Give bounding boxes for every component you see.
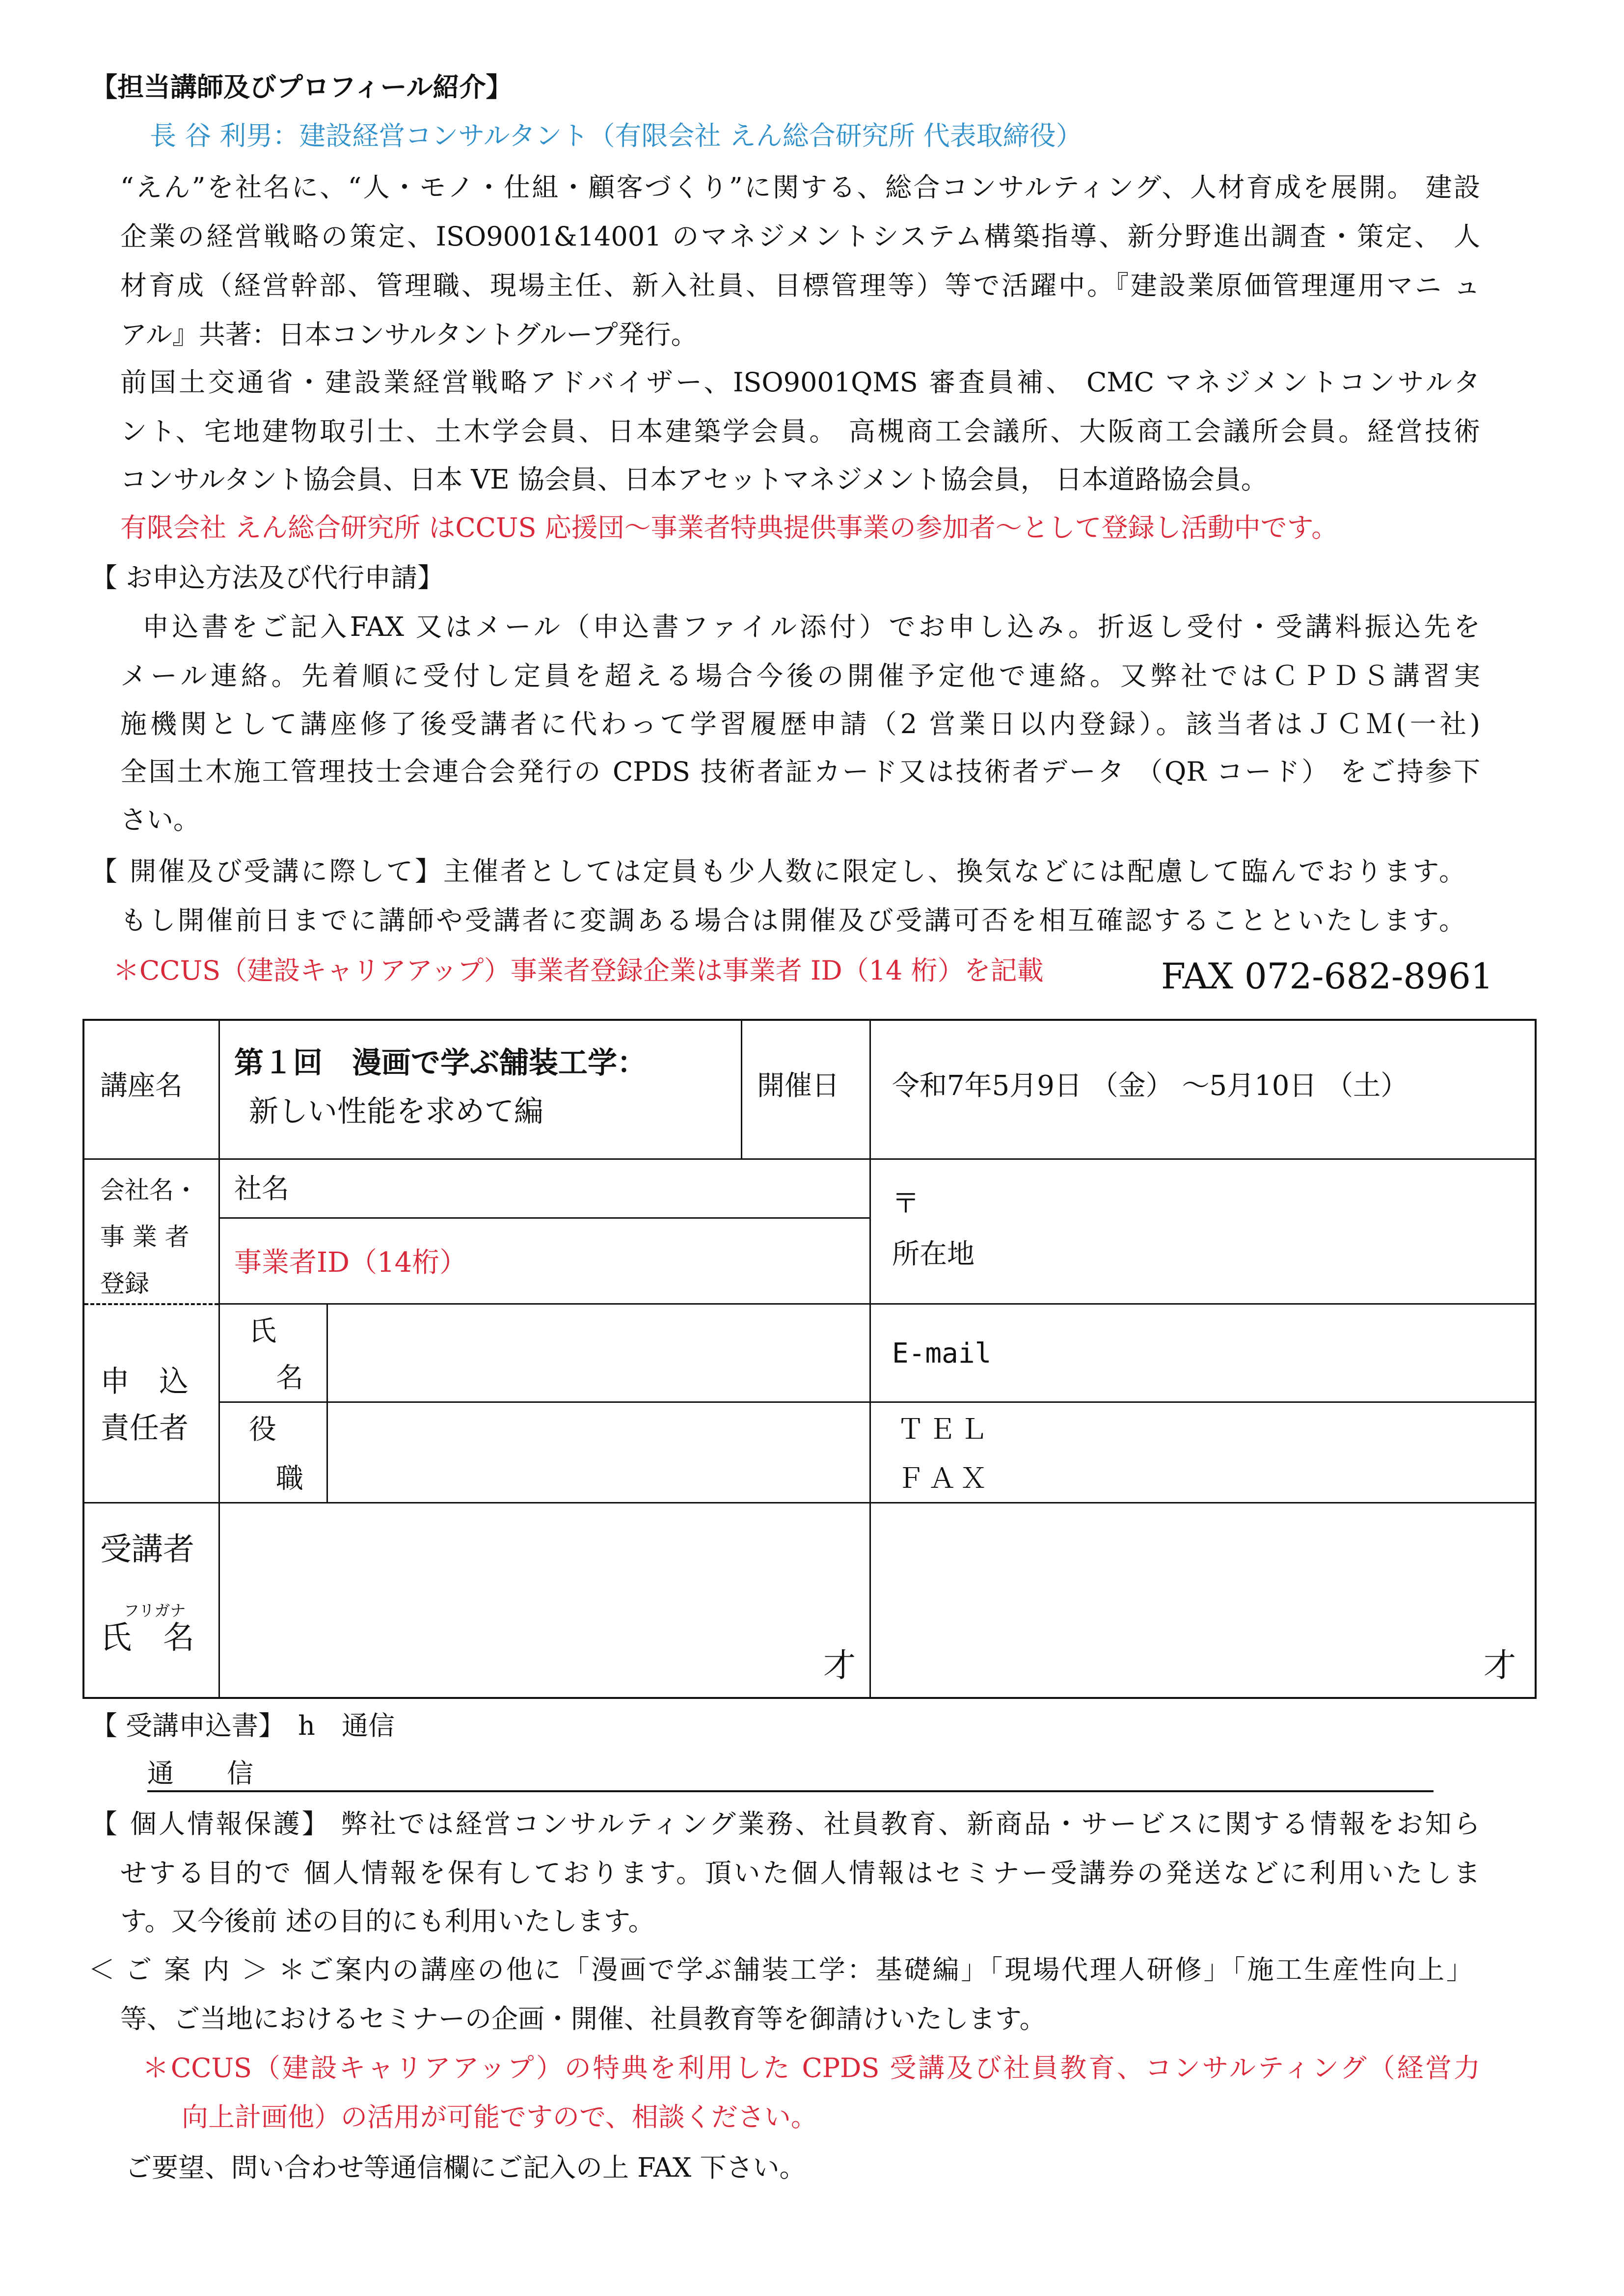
application-text-line: 施機関として講座修了後受講者に代わって学習履歴申請（2 営業日以内登録）。該当者はＪＣＭ(一社) xyxy=(120,709,1480,739)
age-suffix: 才 xyxy=(1484,1646,1516,1684)
holding-notice-line: もし開催前日までに講師や受講者に変調ある場合は開催及び受講可否を相互確認することといたします。 xyxy=(120,905,1465,936)
applicant-name-field[interactable] xyxy=(330,1308,865,1399)
furigana-label: フリガナ xyxy=(124,1601,186,1620)
profile-text-line: “えん”を社名に、“人・モノ・仕組・顧客づくり”に関する、総合コンサルティング、人材育成を展開。 建設 xyxy=(120,172,1480,203)
communication-underline[interactable] xyxy=(147,1790,1434,1792)
course-name-label: 講座名 xyxy=(100,1070,183,1102)
instructor-name-line: 長 谷 利男：建設経営コンサルタント（有限会社 えん総合研究所 代表取締役） xyxy=(150,120,1083,151)
company-label-line: 事 業 者 xyxy=(100,1223,189,1251)
course-title-line-1: 第１回 漫画で学ぶ舗装工学： xyxy=(234,1046,647,1080)
position-label: 職 xyxy=(276,1463,303,1495)
guide-text-line: 等、ご当地におけるセミナーの企画・開催、社員教育等を御請けいたします。 xyxy=(120,2003,1046,2034)
application-form-header: 【 受講申込書】 h 通信 xyxy=(91,1710,395,1741)
course-title-line-2: 新しい性能を求めて編 xyxy=(249,1094,543,1129)
guide-text-line: ＜ ご 案 内 ＞ ＊ご案内の講座の他に「漫画で学ぶ舗装工学：基礎編」「現場代理人研修」「施工生産性向上」 xyxy=(88,1954,1473,1985)
business-id-field[interactable]: 事業者ID（14桁） xyxy=(234,1247,467,1279)
profile-text-line: アル』共著：日本コンサルタントグループ発行。 xyxy=(120,319,698,350)
closing-request-line: ご要望、問い合わせ等通信欄にご記入の上 FAX 下さい。 xyxy=(125,2152,806,2183)
applicant-label-line: 申 込 xyxy=(100,1365,189,1399)
company-label-line: 会社名・ xyxy=(100,1176,198,1204)
ccus-supporter-notice: 有限会社 えん総合研究所 はCCUS 応援団〜事業者特典提供事業の参加者〜として登録し活動中です。 xyxy=(120,512,1338,543)
profile-text-line: ント、宅地建物取引士、土木学会員、日本建築学会員。 高槻商工会議所、大阪商工会議所会員。経営技術 xyxy=(120,416,1480,447)
privacy-text-line: す。又今後前 述の目的にも利用いたします。 xyxy=(120,1906,655,1937)
attendee-name-label: 氏 名 xyxy=(100,1620,194,1656)
application-text-line: 全国土木施工管理技士会連合会発行の CPDS 技術者証カード又は技術者データ （QR コード） をご持参下 xyxy=(120,756,1480,787)
applicant-label-line: 責任者 xyxy=(100,1411,189,1446)
fax-number: FAX 072-682-8961 xyxy=(1161,956,1493,997)
company-label-line: 登録 xyxy=(100,1269,149,1298)
ccus-id-note: ＊CCUS（建設キャリアアップ）事業者登録企業は事業者 ID（14 桁）を記載 xyxy=(113,955,1044,986)
application-text-line: メール連絡。先着順に受付し定員を超える場合今後の開催予定他で連絡。又弊社ではＣＰＤＳ講習実 xyxy=(120,660,1480,691)
fax-field[interactable]: ＦＡＸ xyxy=(897,1463,991,1495)
position-label: 役 xyxy=(249,1414,276,1446)
ccus-benefit-note: 向上計画他）の活用が可能ですので、相談ください。 xyxy=(182,2102,817,2132)
profile-text-line: 前国土交通省・建設業経営戦略アドバイザー、ISO9001QMS 審査員補、 CMC マネジメントコンサルタ xyxy=(120,367,1480,398)
age-suffix: 才 xyxy=(823,1646,856,1684)
course-date-value: 令和7年5月9日 （金） 〜5月10日 （土） xyxy=(892,1070,1408,1102)
email-field[interactable]: E-mail xyxy=(892,1338,992,1369)
address-field[interactable]: 所在地 xyxy=(892,1238,974,1270)
date-label: 開催日 xyxy=(757,1070,839,1102)
holding-notice-line: 【 開催及び受講に際して】主催者としては定員も少人数に限定し、換気などには配慮して臨んでおります。 xyxy=(91,856,1465,887)
postal-mark: 〒 xyxy=(892,1188,920,1220)
profile-text-line: 材育成（経営幹部、管理職、現場主任、新入社員、目標管理等）等で活躍中。『建設業原価管理運用マニ ュ xyxy=(120,270,1480,301)
privacy-text-line: 【 個人情報保護】 弊社では経営コンサルティング業務、社員教育、新商品・サービスに関する情報をお知ら xyxy=(91,1808,1480,1839)
attendee-name-field-1[interactable] xyxy=(224,1507,863,1694)
name-label: 名 xyxy=(276,1362,303,1394)
applicant-position-field[interactable] xyxy=(330,1406,865,1497)
profile-text-line: 企業の経営戦略の策定、ISO9001&14001 のマネジメントシステム構築指導、新分野進出調査・策定、 人 xyxy=(120,221,1480,252)
application-header: 【 お申込方法及び代行申請】 xyxy=(91,562,444,593)
name-label: 氏 xyxy=(249,1315,276,1347)
application-text-line: さい。 xyxy=(120,804,200,835)
profile-text-line: コンサルタント協会員、日本 VE 協会員、日本アセットマネジメント協会員， 日本道路協会員。 xyxy=(120,464,1268,495)
application-form-table xyxy=(82,1019,1537,1699)
application-text-line: 申込書をご記入FAX 又はメール（申込書ファイル添付）でお申し込み。折返し受付・受講料振込先を xyxy=(142,611,1480,642)
tel-field[interactable]: ＴＥＬ xyxy=(897,1414,991,1446)
attendee-name-field-2[interactable] xyxy=(875,1507,1528,1694)
company-name-field[interactable]: 社名 xyxy=(234,1173,289,1205)
communication-label: 通 信 xyxy=(147,1758,253,1789)
attendee-label: 受講者 xyxy=(100,1531,194,1568)
privacy-text-line: せする目的で 個人情報を保有しております。頂いた個人情報はセミナー受講券の発送などに利用いたしま xyxy=(120,1858,1480,1888)
profile-header: 【担当講師及びプロフィール紹介】 xyxy=(91,71,513,103)
ccus-benefit-note: ＊CCUS（建設キャリアアップ）の特典を利用した CPDS 受講及び社員教育、コンサルティング（経営力 xyxy=(142,2052,1480,2083)
